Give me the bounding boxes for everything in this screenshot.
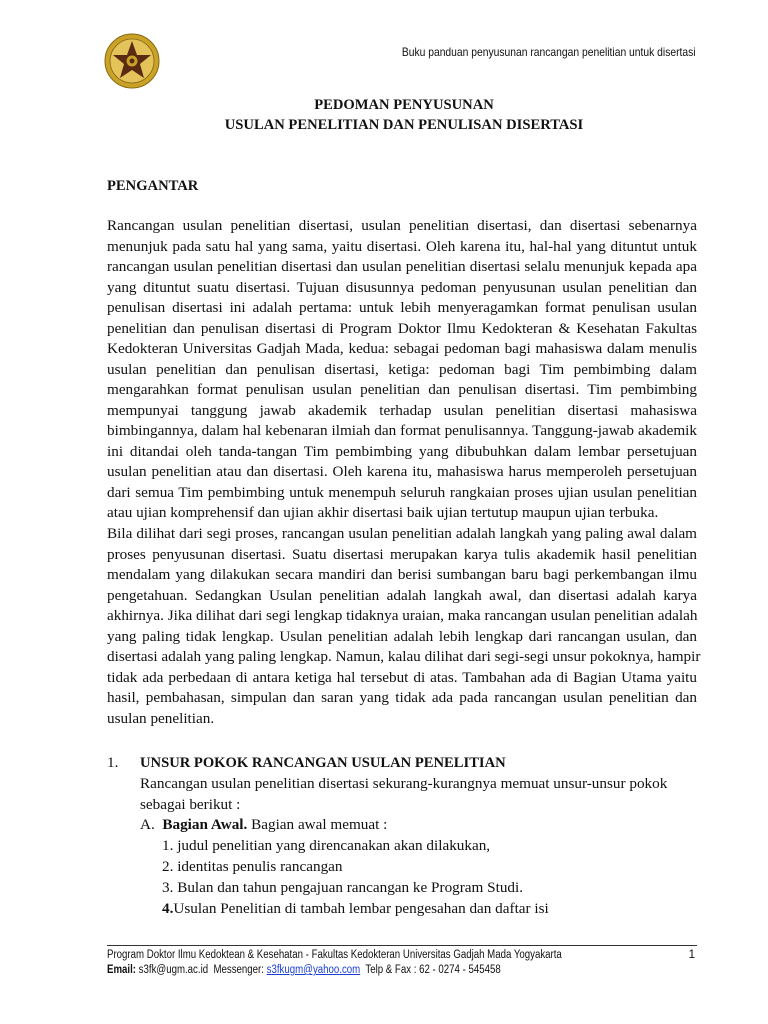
pengantar-heading: PENGANTAR <box>107 178 199 194</box>
document-title-line1: PEDOMAN PENYUSUNAN <box>314 97 494 113</box>
paragraph-line: mendalam yang dilakukan secara mandiri dan berisi sumbangan baru bagi perkembangan ilmu <box>107 566 697 583</box>
list-item-text: identitas penulis rancangan <box>177 858 343 875</box>
section-number: 1. <box>107 754 119 771</box>
paragraph-line: ini ditandai oleh tanda-tangan Tim pembimbing yang dibubuhkan dalam lembar persetujuan <box>107 442 697 460</box>
section-heading: UNSUR POKOK RANCANGAN USULAN PENELITIAN <box>140 755 506 771</box>
pengantar-paragraph-2 <box>107 524 701 729</box>
list-item <box>162 877 549 898</box>
subsection-letter: A. <box>140 816 155 833</box>
paragraph-line: dari semua Tim pembimbing untuk menempuh seluruh rangkaian proses ujian usulan penelitian <box>107 483 697 501</box>
list-item-text: judul penelitian yang direncanakan akan dilakukan, <box>177 837 491 854</box>
page-number: 1 <box>688 949 695 961</box>
list-item-text: Usulan Penelitian di tambah lembar pengesahan dan daftar isi <box>173 900 549 917</box>
paragraph-line: Rancangan usulan penelitian disertasi, usulan penelitian disertasi, dan disertasi sebenarnya <box>107 217 697 234</box>
messenger-label: Messenger: <box>213 964 264 976</box>
section-intro: Rancangan usulan penelitian disertasi sekurang-kurangnya memuat unsur-unsur pokok sebagai berikut : <box>140 775 668 813</box>
paragraph-line: usulan penelitian dan penulisan disertasi, ketiga: pedoman bagi Tim pembimbing dalam <box>107 360 697 378</box>
bagian-awal-list <box>162 835 549 919</box>
list-item-number: 3. <box>162 879 174 896</box>
footer-divider <box>107 945 697 946</box>
paragraph-line: mengarahkan format penulisan usulan penelitian dan penulisan disertasi. Tim pembimbing <box>107 381 697 398</box>
paragraph-line: hasil, pembahasan, simpulan dan saran yang tidak ada pada rancangan usulan penelitian dan <box>107 689 697 706</box>
paragraph-line: proses penyusunan disertasi. Suatu disertasi merupakan karya tulis akademik hasil penelitian <box>107 545 697 563</box>
paragraph-line: Bila dilihat dari segi proses, rancangan usulan penelitian adalah langkah yang paling awal dalam <box>107 525 697 542</box>
list-item-text: Bulan dan tahun pengajuan rancangan ke Program Studi. <box>177 879 524 896</box>
email-address[interactable]: s3fk@ugm.ac.id <box>138 964 209 976</box>
running-header: Buku panduan penyusunan rancangan penelitian untuk disertasi <box>402 45 696 59</box>
list-item-number: 4. <box>162 900 174 917</box>
list-item <box>162 856 549 877</box>
list-item-number: 2. <box>162 858 174 875</box>
paragraph-line: yang dituntut suatu disertasi. Tujuan disusunnya pedoman penyusunan usulan penelitian dan <box>107 278 697 296</box>
paragraph-line: Kedokteran Universitas Gadjah Mada, kedua: sebagai pedoman bagi mahasiswa dalam menulis <box>107 340 697 357</box>
messenger-link[interactable]: s3fkugm@yahoo.com <box>266 964 361 976</box>
subsection-label: Bagian Awal. <box>162 816 248 833</box>
paragraph-line: rancangan usulan penelitian disertasi dan usulan penelitian disertasi selalu menunjuk kepada apa <box>107 258 697 275</box>
subsection-text: Bagian awal memuat : <box>251 816 388 833</box>
paragraph-line: disertasi adalah yang paling lengkap. Namun, kalau dilihat dari segi-segi unsur pokoknya, hampir <box>107 648 701 665</box>
paragraph-line: usulan penelitian atau dan disertasi. Oleh karena itu, mahasiswa harus memperoleh persetujuan <box>107 463 697 480</box>
footer-institution: Program Doktor Ilmu Kedoktean & Kesehatan - Fakultas Kedokteran Universitas Gadjah Mada Yogyakarta <box>107 949 562 961</box>
email-label: Email: <box>107 964 136 976</box>
paragraph-line: atau ujian komprehensif dan ujian akhir disertasi baik ujian tertutup maupun ujian terbuka. <box>107 504 659 521</box>
footer-contact-line <box>107 963 707 978</box>
paragraph-line: bimbingannya, dalam hal kebenaran ilmiah dan format penulisannya. Tanggung-jawab akademik <box>107 422 697 439</box>
paragraph-line: mempunyai tanggung jawab akademik terhadap usulan penelitian disertasi mahasiswa <box>107 401 697 419</box>
phone-fax: Telp & Fax : 62 - 0274 - 545458 <box>365 964 501 976</box>
paragraph-line: usulan penelitian. <box>107 709 215 727</box>
paragraph-line: penelitian dan penulisan disertasi di Program Doktor Ilmu Kedokteran & Kesehatan Fakultas <box>107 319 697 337</box>
pengantar-paragraph-1 <box>107 216 697 524</box>
footer-institution-line <box>107 948 707 963</box>
paragraph-line: penulisan disertasi ini adalah pertama: untuk lebih menyeragamkan format penulisan usulan <box>107 299 697 316</box>
subsection-a <box>140 815 387 836</box>
paragraph-line: akhirnya. Jika dilihat dari segi lengkap tidaknya uraian, maka rancangan usulan penelitian adalah <box>107 607 698 624</box>
paragraph-line: tidak ada perbedaan di antara ketiga hal tersebut di atas. Tambahan ada di Bagian Utama yaitu <box>107 668 697 686</box>
paragraph-line: pengetahuan. Sedangkan Usulan penelitian adalah langkah awal, dan disertasi adalah karya <box>107 586 697 604</box>
list-item <box>162 835 549 856</box>
ugm-seal-logo <box>104 33 160 89</box>
document-title-line2: USULAN PENELITIAN DAN PENULISAN DISERTASI <box>224 117 584 133</box>
paragraph-line: yang paling tidak lengkap. Usulan penelitian adalah lebih lengkap dari rancangan usulan, dan <box>107 627 697 645</box>
list-item <box>162 898 549 919</box>
list-item-number: 1. <box>162 837 174 854</box>
paragraph-line: menunjuk pada satu hal yang sama, yaitu disertasi. Oleh karena itu, hal-hal yang dituntut untuk <box>107 237 697 255</box>
